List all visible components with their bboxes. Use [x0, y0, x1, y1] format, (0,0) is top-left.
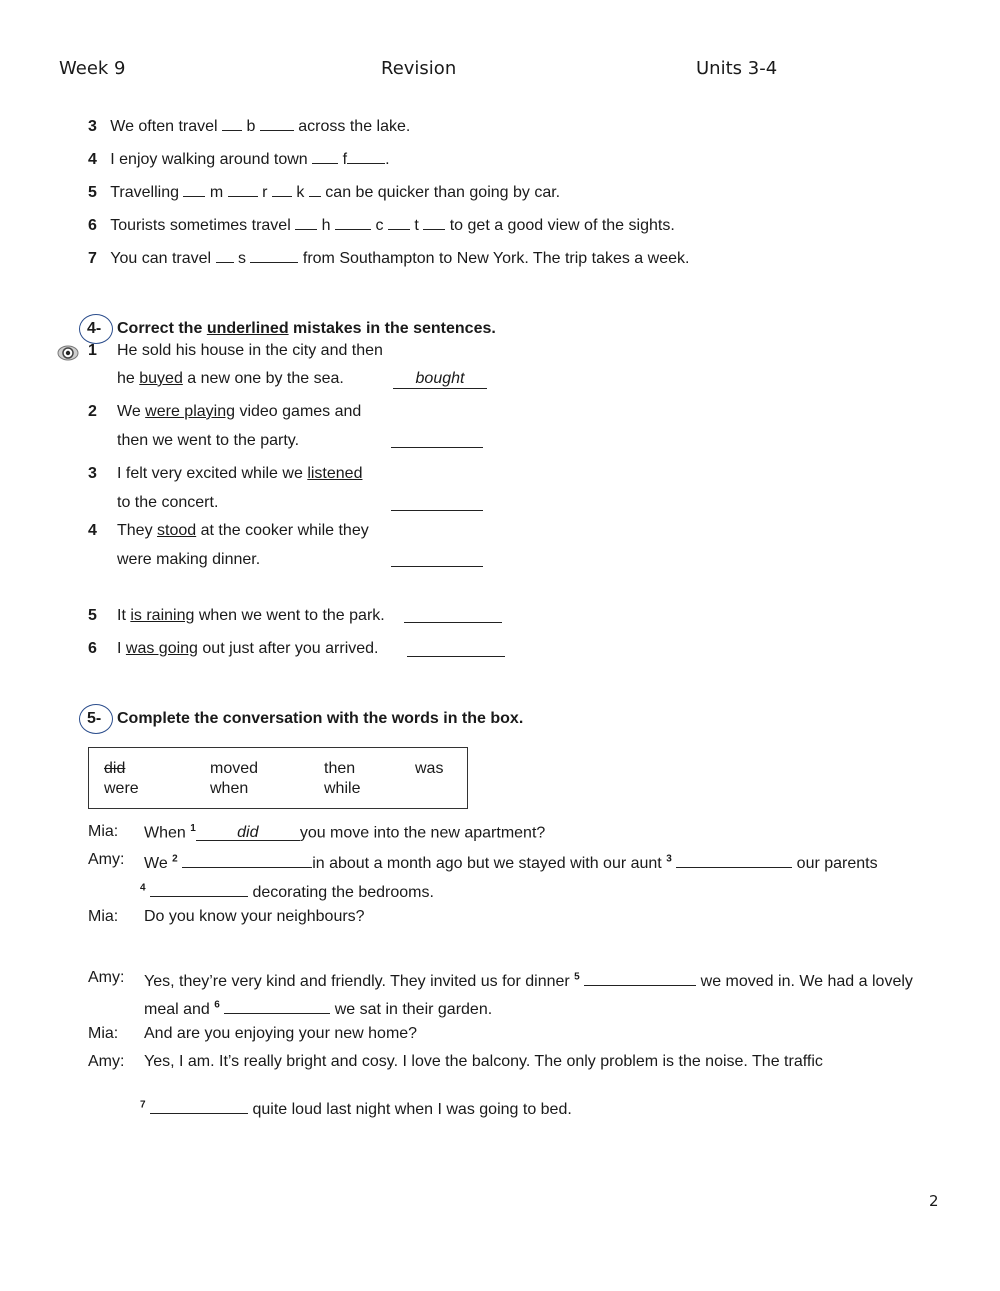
- speaker-mia: Mia:: [88, 1025, 119, 1042]
- answer-blank[interactable]: [407, 656, 505, 657]
- dialog-line-9: $^7$ quite loud last night when I was going to bed.: [140, 1097, 572, 1119]
- ex3-item-3: 3 We often travel b across the lake.: [88, 114, 410, 136]
- blank[interactable]: [335, 213, 371, 230]
- dialog-line-6: meal and $^6$ we sat in their garden.: [144, 997, 492, 1019]
- ex4-item-1-answer[interactable]: bought: [393, 370, 487, 389]
- answer-blank[interactable]: [584, 969, 696, 986]
- word-box-item: was: [415, 760, 444, 777]
- answer-blank[interactable]: [150, 880, 248, 897]
- word-box: [88, 747, 468, 809]
- ex4-item-4-line2: were making dinner.: [117, 551, 261, 568]
- answer-blank[interactable]: [676, 851, 792, 868]
- ex4-item-4-number: 4: [88, 522, 97, 539]
- ex5-number: 5-: [87, 710, 102, 727]
- blank[interactable]: [347, 147, 385, 164]
- header-title: Revision: [381, 58, 457, 79]
- ex4-item-3-line2: to the concert.: [117, 494, 219, 511]
- word-box-item: then: [324, 760, 356, 777]
- blank[interactable]: [309, 180, 321, 197]
- answer-blank[interactable]: [150, 1097, 248, 1114]
- ex4-item-3-number: 3: [88, 465, 97, 482]
- dialog-line-4: Do you know your neighbours?: [144, 908, 365, 925]
- ex4-item-2-number: 2: [88, 403, 97, 420]
- answer-blank[interactable]: [224, 997, 330, 1014]
- speaker-mia: Mia:: [88, 908, 119, 925]
- dialog-line-3: $^4$ decorating the bedrooms.: [140, 880, 434, 902]
- dialog-line-7: And are you enjoying your new home?: [144, 1025, 418, 1042]
- header-units: Units 3-4: [696, 58, 778, 79]
- blank[interactable]: [222, 114, 242, 131]
- answer-blank[interactable]: [391, 447, 483, 448]
- answer-blank[interactable]: [391, 510, 483, 511]
- ex4-item-1-line1: He sold his house in the city and then: [117, 342, 383, 359]
- blank[interactable]: [272, 180, 292, 197]
- ex4-item-6-number: 6: [88, 640, 97, 657]
- ex4-item-5-line: It is raining when we went to the park.: [117, 607, 385, 624]
- word-box-item: while: [324, 780, 361, 797]
- ex3-item-4: 4 I enjoy walking around town f .: [88, 147, 390, 169]
- answer-blank[interactable]: [404, 622, 502, 623]
- dialog-line-5: Yes, they’re very kind and friendly. They invited us for dinner $^5$ we moved in. We had a lovely: [144, 969, 913, 991]
- word-box-item: when: [210, 780, 249, 797]
- ex4-item-6-line: I was going out just after you arrived.: [117, 640, 379, 657]
- dialog-line-1: When $^1$ did you move into the new apartment?: [144, 823, 546, 842]
- ex3-item-6: 6 Tourists sometimes travel h c t to get a good view of the sights.: [88, 213, 675, 235]
- ex4-item-5-number: 5: [88, 607, 97, 624]
- speaker-amy: Amy:: [88, 851, 125, 868]
- blank[interactable]: [260, 114, 294, 131]
- ex5-instruction: Complete the conversation with the words in the box.: [117, 710, 524, 727]
- page-number: 2: [929, 1192, 939, 1210]
- speaker-mia: Mia:: [88, 823, 119, 840]
- header-week: Week 9: [59, 58, 126, 79]
- word-box-item: were: [104, 780, 139, 797]
- word-box-item: did: [104, 760, 126, 777]
- dialog-line-8: Yes, I am. It’s really bright and cosy. I love the balcony. The only problem is the noise. The traffic: [144, 1053, 823, 1070]
- blank[interactable]: [250, 246, 298, 263]
- answer-blank[interactable]: [182, 851, 312, 868]
- ex4-item-3-line1: I felt very excited while we listened: [117, 465, 363, 482]
- word-box-item: moved: [210, 760, 259, 777]
- blank[interactable]: [216, 246, 234, 263]
- speaker-amy: Amy:: [88, 1053, 125, 1070]
- ex3-item-5: 5 Travelling m r k can be quicker than going by car.: [88, 180, 560, 202]
- ex3-item-7: 7 You can travel s from Southampton to New York. The trip takes a week.: [88, 246, 689, 268]
- blank[interactable]: [423, 213, 445, 230]
- ex4-item-2-line1: We were playing video games and: [117, 403, 362, 420]
- ex4-item-2-line2: then we went to the party.: [117, 432, 300, 449]
- ex4-instruction: Correct the underlined mistakes in the sentences.: [117, 320, 496, 337]
- ex4-item-1-number: 1: [88, 342, 97, 359]
- answer-blank[interactable]: did: [196, 824, 300, 841]
- ex4-number: 4-: [87, 320, 102, 337]
- speaker-amy: Amy:: [88, 969, 125, 986]
- eye-icon: [57, 345, 79, 361]
- ex4-item-4-line1: They stood at the cooker while they: [117, 522, 369, 539]
- blank[interactable]: [312, 147, 338, 164]
- dialog-line-2: We $^2$ in about a month ago but we stayed with our aunt $^3$ our parents: [144, 851, 878, 873]
- blank[interactable]: [228, 180, 258, 197]
- answer-blank[interactable]: [391, 566, 483, 567]
- ex4-item-1-line2: he buyed a new one by the sea.: [117, 370, 344, 387]
- blank[interactable]: [295, 213, 317, 230]
- blank[interactable]: [183, 180, 205, 197]
- blank[interactable]: [388, 213, 410, 230]
